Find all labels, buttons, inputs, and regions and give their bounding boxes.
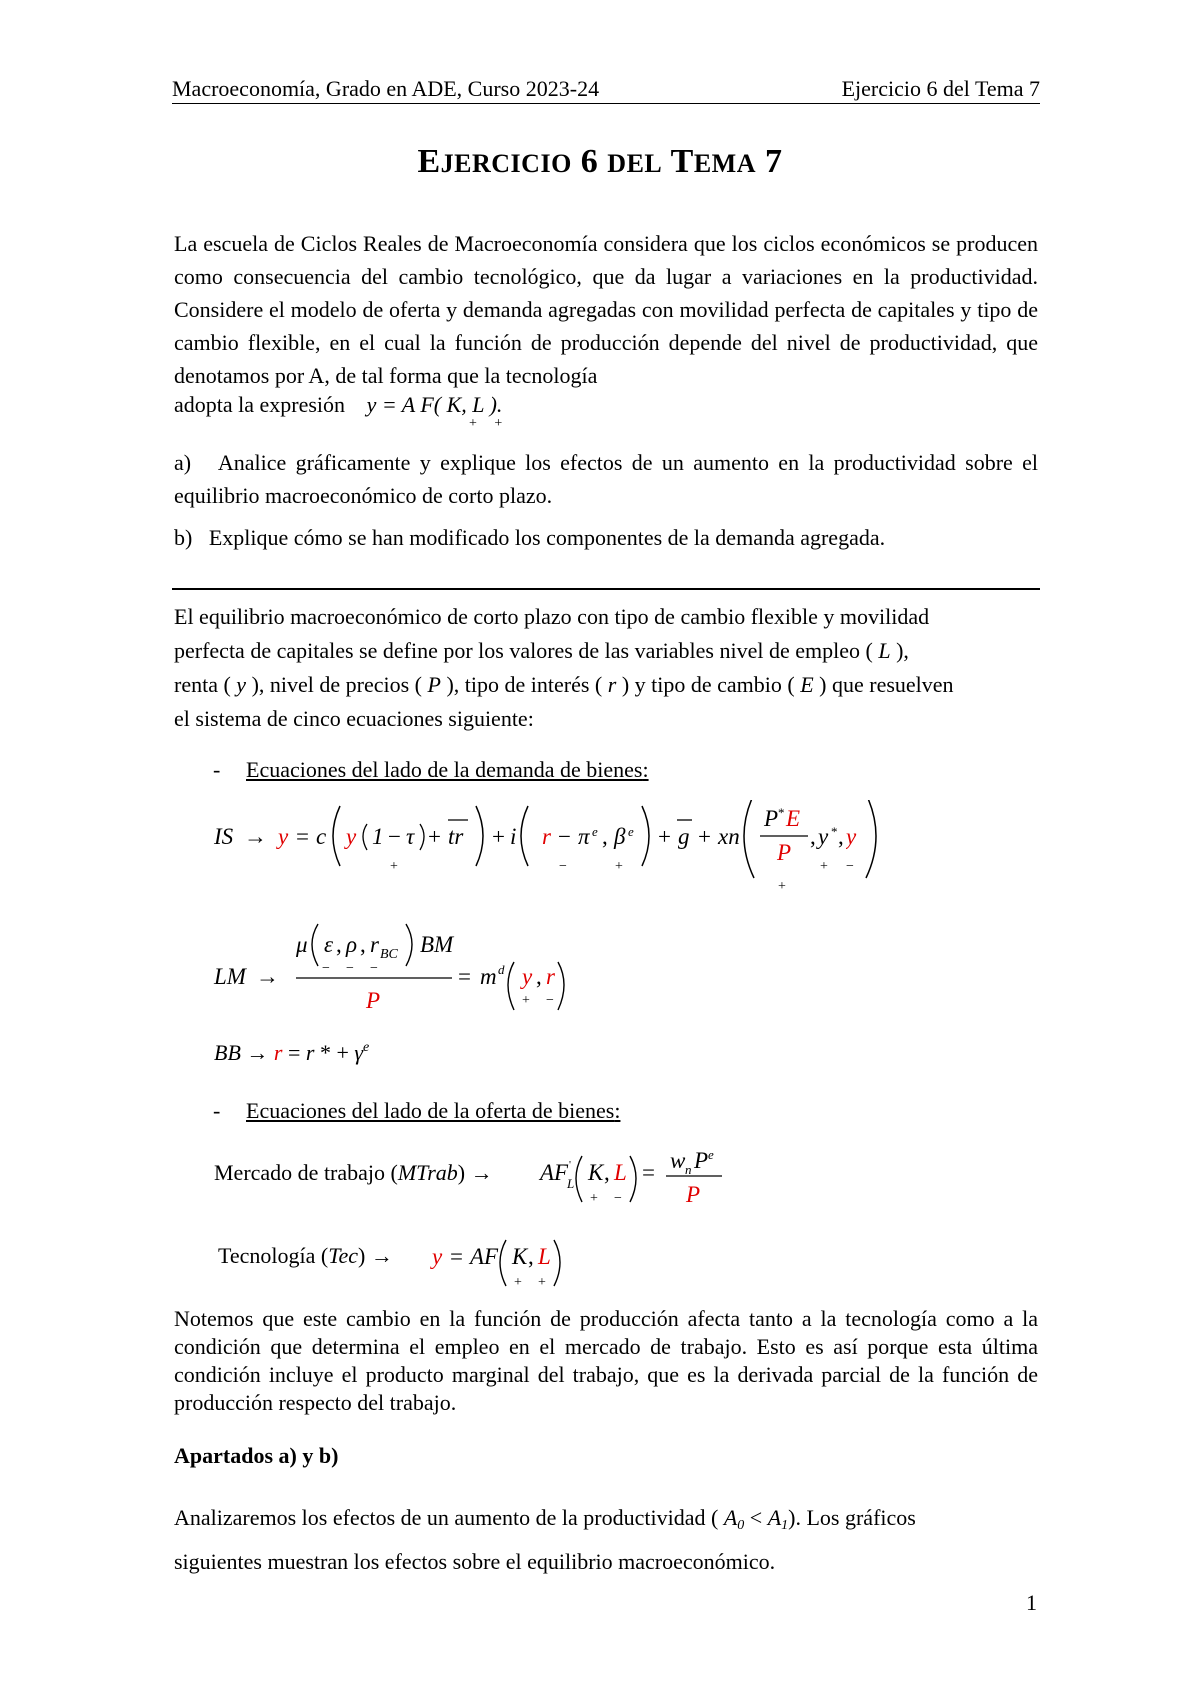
svg-text:P: P	[686, 1182, 701, 1207]
svg-text:+: +	[590, 1191, 598, 1206]
svg-text:−: −	[346, 961, 354, 976]
header-exercise: Ejercicio 6 del Tema 7	[841, 76, 1040, 101]
header-course: Macroeconomía, Grado en ADE, Curso 2023-24	[172, 76, 600, 101]
svg-text:AF: AF	[470, 1244, 499, 1269]
svg-text:e: e	[628, 824, 634, 839]
svg-text:y: y	[346, 824, 357, 849]
svg-text:−: −	[322, 961, 330, 976]
svg-text:,: ,	[528, 1244, 534, 1269]
svg-text:−: −	[370, 961, 378, 976]
svg-text:AF: AF	[540, 1160, 569, 1185]
page-title: EJERCICIO 6 DEL TEMA 7	[417, 143, 783, 180]
svg-text:LM: LM	[214, 964, 246, 989]
svg-text:+: +	[390, 859, 398, 874]
tec-label: Tecnología (Tec) →	[218, 1243, 393, 1268]
svg-text:y: y	[818, 824, 829, 849]
svg-text:,: ,	[838, 824, 844, 849]
svg-text:ρ: ρ	[346, 932, 358, 957]
intro-paragraph: La escuela de Ciclos Reales de Macroeconomía considera que los ciclos económicos se producen como consecuencia del cambio tecnológico, que da lugar a variaciones en la productividad. Considere el modelo de oferta y demanda agregadas con movilidad perfecta de capitales y tipo de cambio flexible, en el cual la función de producción depende del nivel de productividad, que denotamos por A, de tal forma que la tecnología	[174, 231, 1038, 388]
svg-text:1: 1	[372, 824, 384, 849]
svg-text:,: ,	[810, 824, 816, 849]
svg-text:y: y	[846, 824, 857, 849]
answer-intro: El equilibrio macroeconómico de corto plazo con tipo de cambio flexible y movilidad perfecta de capitales se define por los valores de las variables nivel de empleo ( L ), renta ( y ), nivel de precios ( P ), tipo de interés ( r ) y tipo de cambio ( E ) que resuelven el sistema de cinco ecuaciones siguiente:	[174, 604, 954, 731]
svg-text:+: +	[522, 993, 530, 1008]
svg-text:K: K	[512, 1244, 528, 1269]
mtrab-label: Mercado de trabajo (MTrab) →	[214, 1160, 493, 1185]
svg-text:n: n	[685, 1162, 692, 1177]
svg-text:μ: μ	[296, 932, 308, 957]
lm-equation	[212, 922, 612, 1022]
svg-text:−: −	[546, 993, 554, 1008]
svg-text:K: K	[588, 1160, 604, 1185]
svg-text:': '	[569, 1159, 571, 1171]
svg-text:y: y	[432, 1244, 443, 1269]
is-label: IS	[214, 824, 234, 849]
svg-text:,: ,	[336, 932, 342, 957]
svg-text:=: =	[458, 964, 471, 989]
question-b: b) Explique cómo se han modificado los componentes de la demanda agregada.	[174, 525, 886, 550]
svg-text:e: e	[708, 1147, 714, 1162]
svg-text:r: r	[546, 964, 555, 989]
svg-text:tr: tr	[448, 824, 464, 849]
svg-text:+: +	[428, 824, 441, 849]
header-divider	[172, 103, 1040, 104]
svg-text:→: →	[256, 964, 279, 989]
page-number: 1	[1026, 1590, 1037, 1615]
apartados-heading: Apartados a) y b)	[174, 1443, 339, 1468]
svg-text:+: +	[658, 824, 671, 849]
svg-text:y: y	[278, 824, 289, 849]
svg-text:r: r	[542, 824, 551, 849]
svg-text:−: −	[846, 859, 854, 874]
svg-text:*: *	[778, 805, 785, 820]
bullet-dash: -	[213, 757, 221, 782]
svg-text:π: π	[578, 824, 590, 849]
svg-text:+: +	[820, 859, 828, 874]
bb-equation: BB → r = r * + $\gamma^e$	[214, 1040, 370, 1065]
is-equation	[212, 800, 852, 900]
svg-text:,: ,	[360, 932, 366, 957]
svg-text:P: P	[694, 1148, 709, 1173]
svg-text:−: −	[388, 824, 401, 849]
svg-text:ε: ε	[324, 932, 334, 957]
svg-text:BC: BC	[380, 947, 398, 962]
svg-text:*: *	[831, 824, 838, 839]
svg-text:β: β	[614, 824, 626, 849]
svg-text:P: P	[366, 988, 381, 1013]
notemos-paragraph: Notemos que este cambio en la función de producción afecta tanto a la tecnología como a la condición que determina el empleo en el mercado de trabajo. Esto es así porque esta última condición incluye el producto marginal del trabajo, que es la derivada parcial de la función de producción respecto del trabajo.	[174, 1306, 1038, 1415]
svg-text:+: +	[698, 824, 711, 849]
svg-text:+: +	[778, 879, 786, 894]
svg-text:−: −	[559, 859, 567, 874]
svg-text:L: L	[567, 1176, 575, 1191]
svg-text:P: P	[777, 840, 792, 865]
supply-heading: Ecuaciones del lado de la oferta de bienes:	[246, 1098, 621, 1123]
mtrab-equation	[538, 1140, 738, 1220]
svg-text:−: −	[614, 1191, 622, 1206]
svg-text:m: m	[480, 964, 497, 989]
svg-text:w: w	[670, 1148, 686, 1173]
svg-text:=: =	[296, 824, 309, 849]
section-separator	[172, 588, 1040, 590]
svg-text:=: =	[642, 1160, 655, 1185]
svg-text:y: y	[522, 964, 533, 989]
svg-text:→: →	[244, 824, 267, 849]
svg-text:i: i	[510, 824, 517, 849]
svg-text:,: ,	[604, 1160, 610, 1185]
svg-text:c: c	[316, 824, 327, 849]
svg-text:E: E	[786, 806, 801, 831]
svg-text:g: g	[678, 824, 690, 849]
svg-text:+: +	[538, 1275, 546, 1290]
svg-text:+: +	[615, 859, 623, 874]
svg-text:BM: BM	[420, 932, 454, 957]
svg-text:τ: τ	[406, 824, 415, 849]
svg-text:,: ,	[602, 824, 608, 849]
svg-text:L: L	[538, 1244, 551, 1269]
svg-text:d: d	[498, 962, 505, 977]
svg-text:+: +	[514, 1275, 522, 1290]
demand-heading: Ecuaciones del lado de la demanda de bienes:	[246, 757, 649, 782]
question-a: a) Analice gráficamente y explique los efectos de un aumento en la productividad sobre el equilibrio macroeconómico de corto plazo.	[174, 450, 1038, 508]
production-signs: + +	[469, 416, 503, 431]
intro-last-line: adopta la expresión y = A F( K, L ).	[174, 392, 503, 417]
tec-equation	[430, 1222, 590, 1302]
analisis-paragraph: Analizaremos los efectos de un aumento de la productividad ( $A_0 < A_1$). Los gráficos siguientes muestran los efectos sobre el equilibrio macroeconómico.	[174, 1505, 916, 1574]
svg-text:+: +	[492, 824, 505, 849]
svg-text:xn: xn	[718, 824, 740, 849]
svg-text:P: P	[764, 806, 779, 831]
svg-text:=: =	[450, 1244, 463, 1269]
svg-text:,: ,	[536, 964, 542, 989]
svg-text:r: r	[370, 932, 379, 957]
svg-text:e: e	[592, 824, 598, 839]
svg-text:L: L	[614, 1160, 627, 1185]
is-equation-tail	[846, 800, 886, 900]
bullet-dash-2: -	[213, 1098, 221, 1123]
svg-text:−: −	[558, 824, 571, 849]
